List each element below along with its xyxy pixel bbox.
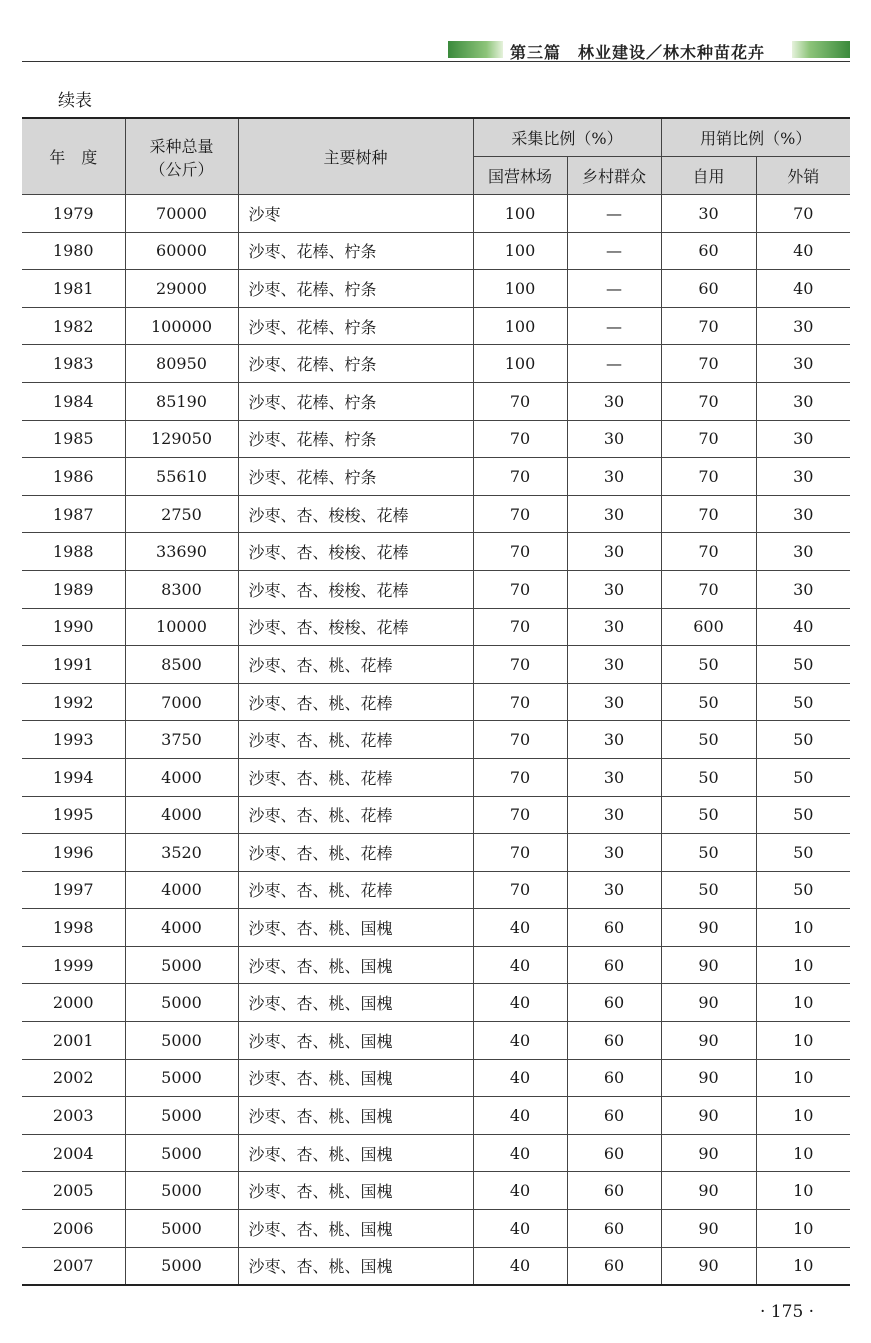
cell-villagers: 30 <box>567 458 661 496</box>
cell-external-sales: 30 <box>756 420 850 458</box>
cell-state-farm: 70 <box>473 382 567 420</box>
cell-species: 沙枣、杏、桃、国槐 <box>238 1022 473 1060</box>
cell-external-sales: 10 <box>756 984 850 1022</box>
cell-villagers: 60 <box>567 1247 661 1285</box>
cell-year: 2003 <box>22 1097 125 1135</box>
cell-state-farm: 70 <box>473 871 567 909</box>
cell-total: 70000 <box>125 195 238 233</box>
cell-self-use: 50 <box>661 721 756 759</box>
cell-state-farm: 70 <box>473 570 567 608</box>
cell-total: 8300 <box>125 570 238 608</box>
cell-year: 1986 <box>22 458 125 496</box>
cell-villagers: 60 <box>567 984 661 1022</box>
cell-external-sales: 40 <box>756 608 850 646</box>
cell-state-farm: 40 <box>473 1210 567 1248</box>
cell-external-sales: 10 <box>756 1247 850 1285</box>
cell-total: 2750 <box>125 495 238 533</box>
cell-villagers: 60 <box>567 946 661 984</box>
cell-external-sales: 40 <box>756 232 850 270</box>
cell-year: 1981 <box>22 270 125 308</box>
table-row <box>22 458 850 496</box>
cell-total: 10000 <box>125 608 238 646</box>
cell-external-sales: 10 <box>756 1134 850 1172</box>
cell-year: 2000 <box>22 984 125 1022</box>
header-state-farm: 国营林场 <box>473 157 567 195</box>
cell-villagers: 30 <box>567 608 661 646</box>
cell-year: 2007 <box>22 1247 125 1285</box>
cell-self-use: 60 <box>661 232 756 270</box>
cell-year: 1998 <box>22 909 125 947</box>
cell-villagers: 60 <box>567 1134 661 1172</box>
cell-state-farm: 70 <box>473 721 567 759</box>
table-row <box>22 1134 850 1172</box>
cell-self-use: 50 <box>661 796 756 834</box>
cell-external-sales: 10 <box>756 946 850 984</box>
cell-total: 29000 <box>125 270 238 308</box>
cell-species: 沙枣、杏、桃、花棒 <box>238 834 473 872</box>
cell-state-farm: 70 <box>473 834 567 872</box>
table-row <box>22 758 850 796</box>
cell-year: 1997 <box>22 871 125 909</box>
cell-villagers: 60 <box>567 1022 661 1060</box>
table-header <box>22 118 850 195</box>
table-row <box>22 570 850 608</box>
cell-villagers: 30 <box>567 382 661 420</box>
cell-total: 3750 <box>125 721 238 759</box>
cell-species: 沙枣、花棒、柠条 <box>238 420 473 458</box>
cell-total: 33690 <box>125 533 238 571</box>
cell-villagers: 60 <box>567 1097 661 1135</box>
table-row <box>22 984 850 1022</box>
header-title: 第三篇 林业建设／林木种苗花卉 <box>510 43 766 62</box>
cell-villagers: 30 <box>567 871 661 909</box>
header-villagers: 乡村群众 <box>567 157 661 195</box>
cell-state-farm: 40 <box>473 984 567 1022</box>
cell-species: 沙枣、杏、梭梭、花棒 <box>238 608 473 646</box>
cell-external-sales: 50 <box>756 721 850 759</box>
cell-self-use: 90 <box>661 1022 756 1060</box>
header-total-label: 采种总量 <box>149 136 214 156</box>
cell-external-sales: 30 <box>756 382 850 420</box>
continued-label: 续表 <box>58 91 92 111</box>
cell-species: 沙枣、杏、桃、国槐 <box>238 946 473 984</box>
header-year: 年 度 <box>22 118 125 195</box>
cell-self-use: 70 <box>661 382 756 420</box>
cell-year: 1999 <box>22 946 125 984</box>
cell-total: 5000 <box>125 1097 238 1135</box>
cell-external-sales: 30 <box>756 458 850 496</box>
cell-external-sales: 50 <box>756 871 850 909</box>
cell-self-use: 70 <box>661 495 756 533</box>
cell-external-sales: 50 <box>756 683 850 721</box>
cell-villagers: 30 <box>567 834 661 872</box>
cell-species: 沙枣、杏、梭梭、花棒 <box>238 495 473 533</box>
cell-villagers: 30 <box>567 683 661 721</box>
table-row <box>22 646 850 684</box>
cell-self-use: 90 <box>661 1247 756 1285</box>
cell-state-farm: 40 <box>473 1247 567 1285</box>
cell-self-use: 70 <box>661 570 756 608</box>
cell-year: 1982 <box>22 307 125 345</box>
cell-state-farm: 40 <box>473 1022 567 1060</box>
cell-state-farm: 40 <box>473 1134 567 1172</box>
cell-year: 2004 <box>22 1134 125 1172</box>
cell-total: 5000 <box>125 1022 238 1060</box>
table-row <box>22 946 850 984</box>
cell-total: 80950 <box>125 345 238 383</box>
cell-self-use: 70 <box>661 458 756 496</box>
cell-year: 1990 <box>22 608 125 646</box>
table-row <box>22 495 850 533</box>
cell-species: 沙枣、杏、梭梭、花棒 <box>238 533 473 571</box>
cell-state-farm: 100 <box>473 345 567 383</box>
cell-year: 1985 <box>22 420 125 458</box>
cell-external-sales: 50 <box>756 796 850 834</box>
cell-villagers: 30 <box>567 646 661 684</box>
cell-species: 沙枣、杏、桃、花棒 <box>238 871 473 909</box>
cell-total: 55610 <box>125 458 238 496</box>
table-row <box>22 871 850 909</box>
table-row <box>22 1247 850 1285</box>
cell-state-farm: 100 <box>473 307 567 345</box>
cell-state-farm: 40 <box>473 1097 567 1135</box>
cell-self-use: 90 <box>661 1134 756 1172</box>
cell-state-farm: 70 <box>473 758 567 796</box>
cell-state-farm: 40 <box>473 1172 567 1210</box>
cell-year: 1993 <box>22 721 125 759</box>
table-row <box>22 533 850 571</box>
header-species: 主要树种 <box>238 118 473 195</box>
cell-self-use: 90 <box>661 1172 756 1210</box>
cell-external-sales: 50 <box>756 834 850 872</box>
table-row <box>22 1210 850 1248</box>
cell-total: 5000 <box>125 1134 238 1172</box>
cell-self-use: 90 <box>661 1210 756 1248</box>
cell-species: 沙枣、花棒、柠条 <box>238 458 473 496</box>
cell-self-use: 90 <box>661 1059 756 1097</box>
cell-villagers: 60 <box>567 909 661 947</box>
table-body <box>22 195 850 1285</box>
cell-year: 1992 <box>22 683 125 721</box>
cell-state-farm: 70 <box>473 495 567 533</box>
cell-villagers: 30 <box>567 758 661 796</box>
cell-self-use: 70 <box>661 420 756 458</box>
table-row <box>22 909 850 947</box>
cell-total: 85190 <box>125 382 238 420</box>
cell-self-use: 90 <box>661 984 756 1022</box>
cell-total: 3520 <box>125 834 238 872</box>
cell-villagers: — <box>567 270 661 308</box>
cell-total: 5000 <box>125 984 238 1022</box>
table-row <box>22 721 850 759</box>
header-divider <box>22 61 850 62</box>
cell-state-farm: 100 <box>473 195 567 233</box>
cell-state-farm: 70 <box>473 420 567 458</box>
cell-external-sales: 50 <box>756 758 850 796</box>
cell-external-sales: 40 <box>756 270 850 308</box>
table-row <box>22 1022 850 1060</box>
cell-year: 1996 <box>22 834 125 872</box>
cell-species: 沙枣、杏、桃、国槐 <box>238 984 473 1022</box>
cell-year: 1987 <box>22 495 125 533</box>
cell-year: 1994 <box>22 758 125 796</box>
cell-self-use: 50 <box>661 646 756 684</box>
cell-total: 5000 <box>125 1059 238 1097</box>
cell-state-farm: 70 <box>473 796 567 834</box>
table-row <box>22 307 850 345</box>
cell-self-use: 70 <box>661 307 756 345</box>
cell-villagers: 30 <box>567 721 661 759</box>
cell-species: 沙枣、杏、桃、花棒 <box>238 683 473 721</box>
cell-state-farm: 70 <box>473 608 567 646</box>
cell-year: 1989 <box>22 570 125 608</box>
cell-species: 沙枣、杏、桃、花棒 <box>238 646 473 684</box>
table-row <box>22 382 850 420</box>
cell-state-farm: 70 <box>473 646 567 684</box>
cell-self-use: 50 <box>661 758 756 796</box>
cell-external-sales: 30 <box>756 495 850 533</box>
cell-total: 4000 <box>125 871 238 909</box>
cell-species: 沙枣、杏、桃、国槐 <box>238 1134 473 1172</box>
header-accent-bar-right <box>792 41 850 58</box>
cell-year: 1979 <box>22 195 125 233</box>
cell-year: 1988 <box>22 533 125 571</box>
cell-external-sales: 70 <box>756 195 850 233</box>
cell-villagers: — <box>567 195 661 233</box>
cell-villagers: 30 <box>567 533 661 571</box>
cell-external-sales: 10 <box>756 909 850 947</box>
cell-external-sales: 30 <box>756 533 850 571</box>
cell-species: 沙枣、杏、桃、花棒 <box>238 758 473 796</box>
header-sales-ratio: 用销比例（%） <box>661 118 850 157</box>
table-row <box>22 345 850 383</box>
cell-external-sales: 50 <box>756 646 850 684</box>
cell-villagers: 60 <box>567 1210 661 1248</box>
header-collection-ratio: 采集比例（%） <box>473 118 661 157</box>
cell-external-sales: 30 <box>756 307 850 345</box>
table-row <box>22 683 850 721</box>
cell-year: 1984 <box>22 382 125 420</box>
cell-total: 100000 <box>125 307 238 345</box>
cell-total: 5000 <box>125 1247 238 1285</box>
cell-state-farm: 70 <box>473 683 567 721</box>
cell-villagers: 60 <box>567 1059 661 1097</box>
cell-state-farm: 100 <box>473 270 567 308</box>
cell-species: 沙枣、杏、梭梭、花棒 <box>238 570 473 608</box>
cell-species: 沙枣、花棒、柠条 <box>238 307 473 345</box>
cell-species: 沙枣、花棒、柠条 <box>238 382 473 420</box>
cell-external-sales: 10 <box>756 1097 850 1135</box>
cell-total: 5000 <box>125 946 238 984</box>
cell-villagers: — <box>567 307 661 345</box>
cell-species: 沙枣 <box>238 195 473 233</box>
cell-self-use: 60 <box>661 270 756 308</box>
cell-year: 2002 <box>22 1059 125 1097</box>
cell-species: 沙枣、杏、桃、国槐 <box>238 1247 473 1285</box>
table-row <box>22 608 850 646</box>
cell-state-farm: 40 <box>473 909 567 947</box>
table-row <box>22 1172 850 1210</box>
cell-villagers: 60 <box>567 1172 661 1210</box>
cell-state-farm: 100 <box>473 232 567 270</box>
table-row <box>22 1059 850 1097</box>
cell-total: 5000 <box>125 1210 238 1248</box>
cell-total: 4000 <box>125 796 238 834</box>
cell-self-use: 90 <box>661 1097 756 1135</box>
cell-external-sales: 10 <box>756 1059 850 1097</box>
seed-collection-table <box>22 117 850 1286</box>
header-total-unit: （公斤） <box>149 159 214 179</box>
cell-self-use: 90 <box>661 909 756 947</box>
cell-year: 1991 <box>22 646 125 684</box>
cell-total: 60000 <box>125 232 238 270</box>
cell-self-use: 50 <box>661 683 756 721</box>
cell-self-use: 30 <box>661 195 756 233</box>
cell-villagers: — <box>567 232 661 270</box>
cell-self-use: 600 <box>661 608 756 646</box>
cell-year: 2005 <box>22 1172 125 1210</box>
page-header <box>0 40 871 62</box>
cell-species: 沙枣、花棒、柠条 <box>238 345 473 383</box>
table-row <box>22 420 850 458</box>
cell-villagers: — <box>567 345 661 383</box>
cell-state-farm: 40 <box>473 1059 567 1097</box>
cell-species: 沙枣、花棒、柠条 <box>238 270 473 308</box>
table-row <box>22 834 850 872</box>
cell-year: 1983 <box>22 345 125 383</box>
table-row <box>22 796 850 834</box>
header-external-sales: 外销 <box>756 157 850 195</box>
cell-species: 沙枣、杏、桃、花棒 <box>238 721 473 759</box>
cell-state-farm: 70 <box>473 458 567 496</box>
cell-species: 沙枣、杏、桃、国槐 <box>238 1097 473 1135</box>
cell-external-sales: 10 <box>756 1172 850 1210</box>
cell-total: 4000 <box>125 909 238 947</box>
header-total <box>125 118 238 195</box>
cell-species: 沙枣、杏、桃、国槐 <box>238 1172 473 1210</box>
table-row <box>22 1097 850 1135</box>
cell-external-sales: 30 <box>756 570 850 608</box>
cell-villagers: 30 <box>567 796 661 834</box>
cell-species: 沙枣、杏、桃、国槐 <box>238 1059 473 1097</box>
cell-self-use: 70 <box>661 345 756 383</box>
cell-external-sales: 10 <box>756 1022 850 1060</box>
cell-total: 129050 <box>125 420 238 458</box>
cell-villagers: 30 <box>567 570 661 608</box>
cell-total: 7000 <box>125 683 238 721</box>
table-row <box>22 270 850 308</box>
header-self-use: 自用 <box>661 157 756 195</box>
cell-species: 沙枣、杏、桃、国槐 <box>238 909 473 947</box>
cell-external-sales: 30 <box>756 345 850 383</box>
cell-external-sales: 10 <box>756 1210 850 1248</box>
cell-total: 5000 <box>125 1172 238 1210</box>
cell-year: 1980 <box>22 232 125 270</box>
cell-self-use: 50 <box>661 834 756 872</box>
cell-state-farm: 70 <box>473 533 567 571</box>
cell-species: 沙枣、杏、桃、花棒 <box>238 796 473 834</box>
page-number: · 175 · <box>760 1302 815 1322</box>
cell-year: 2001 <box>22 1022 125 1060</box>
header-accent-bar-left <box>448 41 503 58</box>
table-row <box>22 232 850 270</box>
cell-self-use: 90 <box>661 946 756 984</box>
cell-self-use: 70 <box>661 533 756 571</box>
cell-villagers: 30 <box>567 495 661 533</box>
table-row <box>22 195 850 233</box>
cell-species: 沙枣、花棒、柠条 <box>238 232 473 270</box>
cell-total: 4000 <box>125 758 238 796</box>
cell-species: 沙枣、杏、桃、国槐 <box>238 1210 473 1248</box>
cell-total: 8500 <box>125 646 238 684</box>
cell-self-use: 50 <box>661 871 756 909</box>
cell-state-farm: 40 <box>473 946 567 984</box>
cell-year: 2006 <box>22 1210 125 1248</box>
cell-year: 1995 <box>22 796 125 834</box>
cell-villagers: 30 <box>567 420 661 458</box>
